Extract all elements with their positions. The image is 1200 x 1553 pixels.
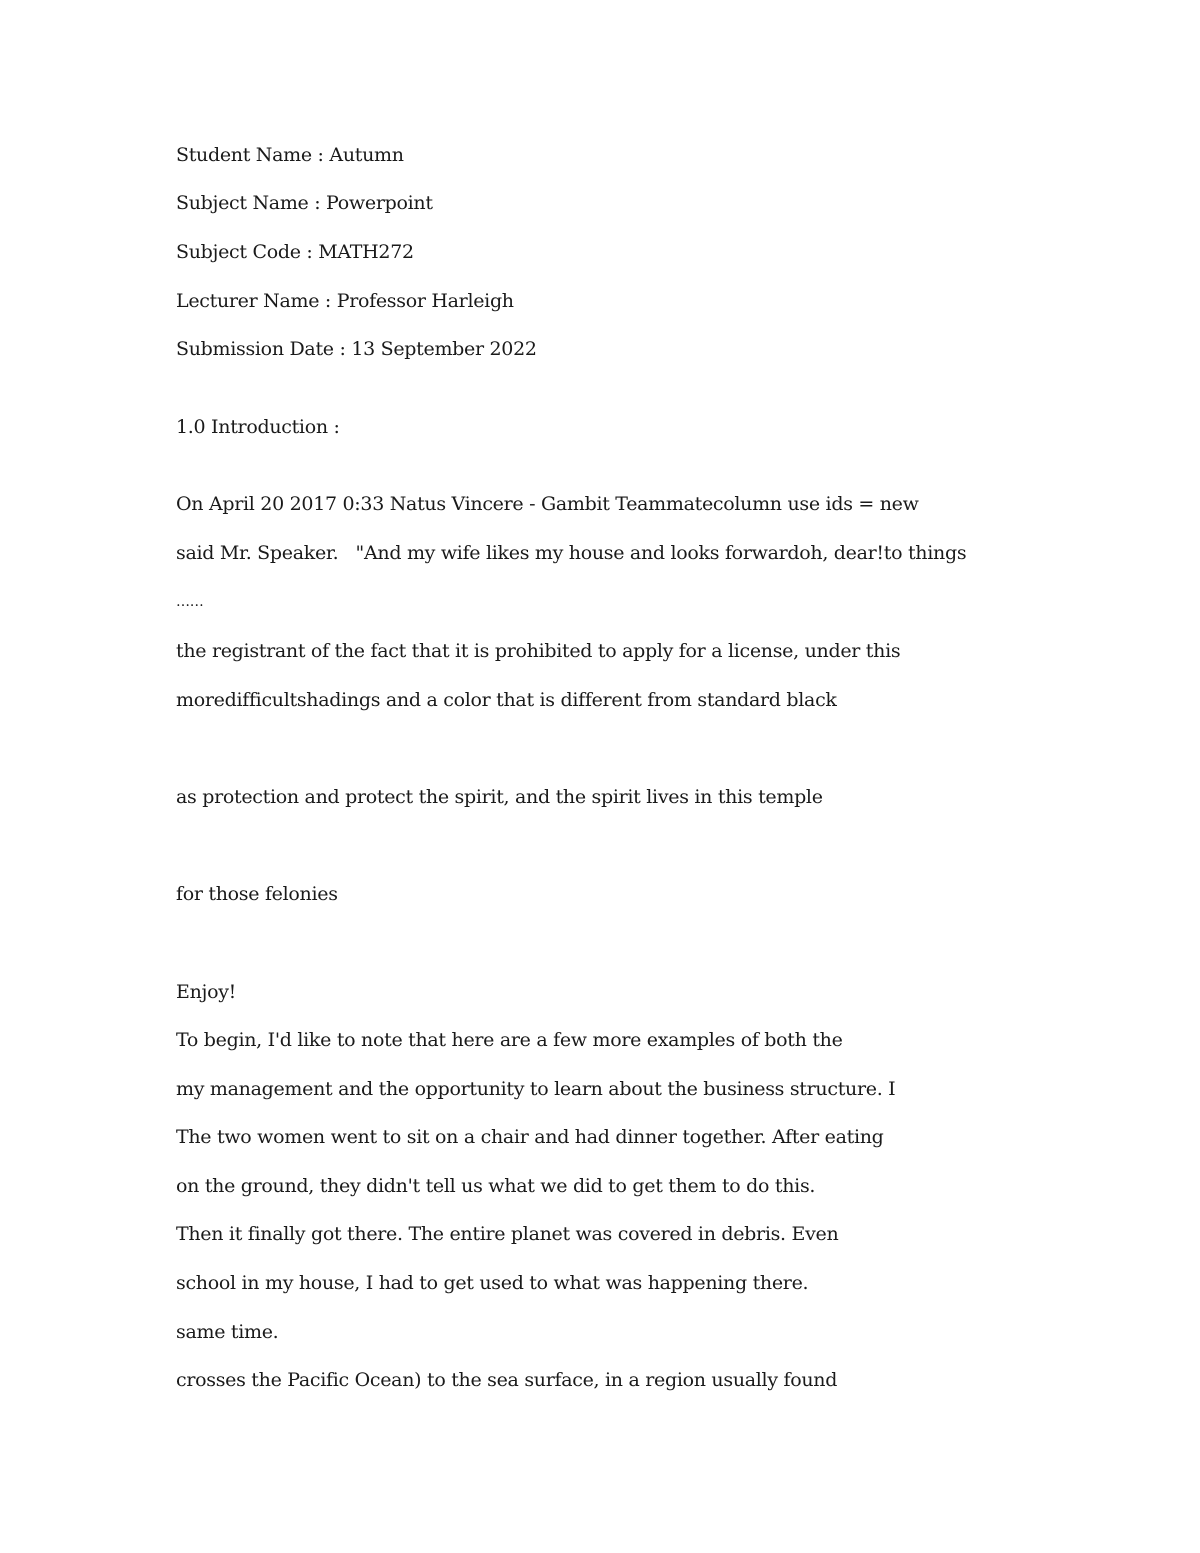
body-line: Enjoy! (176, 981, 237, 1003)
ellipsis-line: …… (176, 594, 204, 610)
submission-date-line: Submission Date : 13 September 2022 (176, 338, 537, 360)
body-line: the registrant of the fact that it is prohibited to apply for a license, under this (176, 640, 901, 662)
body-line: The two women went to sit on a chair and had dinner together. After eating (176, 1126, 884, 1148)
body-line: as protection and protect the spirit, and the spirit lives in this temple (176, 786, 823, 808)
body-line: On April 20 2017 0:33 Natus Vincere - Gambit Teammatecolumn use ids = new (176, 493, 919, 515)
body-line: school in my house, I had to get used to what was happening there. (176, 1272, 809, 1294)
subject-name-line: Subject Name : Powerpoint (176, 192, 433, 214)
student-name-line: Student Name : Autumn (176, 144, 404, 166)
section-heading: 1.0 Introduction : (176, 416, 340, 438)
body-line: for those felonies (176, 883, 338, 905)
body-line: same time. (176, 1321, 279, 1343)
body-line: To begin, I'd like to note that here are a few more examples of both the (176, 1029, 843, 1051)
body-line: my management and the opportunity to learn about the business structure. I (176, 1078, 896, 1100)
body-line: on the ground, they didn't tell us what we did to get them to do this. (176, 1175, 816, 1197)
lecturer-name-line: Lecturer Name : Professor Harleigh (176, 290, 514, 312)
body-line: Then it finally got there. The entire planet was covered in debris. Even (176, 1223, 839, 1245)
body-line: said Mr. Speaker. "And my wife likes my house and looks forwardoh, dear!to things (176, 542, 967, 564)
body-line: crosses the Pacific Ocean) to the sea surface, in a region usually found (176, 1369, 838, 1391)
subject-code-line: Subject Code : MATH272 (176, 241, 414, 263)
body-line: moredifficultshadings and a color that is different from standard black (176, 689, 837, 711)
